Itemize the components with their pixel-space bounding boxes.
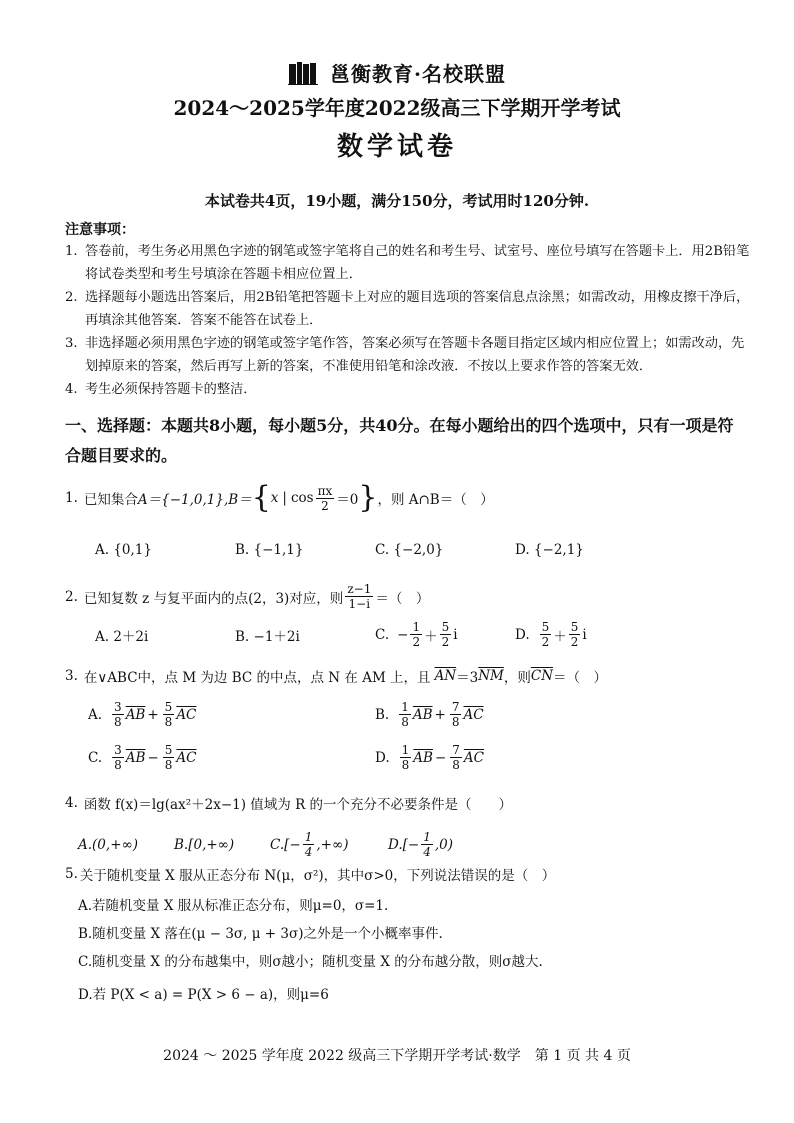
- option-a: A.若随机变量 X 服从标准正态分布，则μ=0，σ=1.: [78, 898, 389, 914]
- option-a: A.(0,+∞): [78, 836, 139, 853]
- options-row: [78, 830, 718, 859]
- option-b: B. {−1,1}: [235, 542, 304, 558]
- question-3: [65, 666, 607, 686]
- question-stem: 5. 关于随机变量 X 服从正态分布 N(μ，σ²)，其中σ>0，下列说法错误的是（ ）: [65, 866, 556, 884]
- brand-header: [0, 58, 794, 87]
- option-c: C. $\frac{3}{8}$ $\overline{AB}$ − $\frac{5}{8}$ $\overline{AC}$: [88, 743, 197, 772]
- option-b: B.随机变量 X 落在(μ − 3σ, μ + 3σ)之外是一个小概率事件.: [78, 926, 443, 942]
- fraction: $\frac{\pi x}{2}$: [317, 483, 333, 513]
- page-footer: 2024 ～ 2025 学年度 2022 级高三下学期开学考试·数学 第 1 页 共 4 页: [163, 1048, 631, 1064]
- option-d: D. {−2,1}: [515, 542, 584, 558]
- question-5: [65, 864, 555, 884]
- option-c: C. − $\frac{1}{2}$ ＋ $\frac{5}{2}$ i: [375, 620, 458, 649]
- question-stem: 3. 在∨ABC中，点 M 为边 BC 的中点，点 N 在 AM 上，且 $\overline{AN}$ ＝3 $\overline{NM}$ ，则 $\overline{CN}$ ＝（ ）: [65, 668, 608, 686]
- options-row: [88, 700, 728, 729]
- note-item: 1. 答卷前，考生务必用黑色字迹的钢笔或签字笔将自己的姓名和考生号、试室号、座位号填写在答题卡上．用2B铅笔将试卷类型和考生号填涂在答题卡相应位置上．: [65, 244, 750, 282]
- brand-name: 邕衡教育·名校联盟: [330, 62, 506, 86]
- note-item: 3. 非选择题必须用黑色字迹的钢笔或签字笔作答，答案必须写在答题卡各题目指定区域内相应位置上；如需改动，先划掉原来的答案，然后再写上新的答案，不准使用铅笔和涂改液．不按以上要求作答的答案无效．: [65, 336, 745, 374]
- question-2: [65, 582, 429, 611]
- book-logo-icon: [288, 61, 318, 85]
- options-row: [88, 743, 728, 772]
- option-d: D. $\frac{1}{8}$ $\overline{AB}$ − $\frac{7}{8}$ $\overline{AC}$: [375, 743, 484, 772]
- option-c: C.随机变量 X 的分布越集中，则σ越小；随机变量 X 的分布越分散，则σ越大.: [78, 954, 543, 970]
- option-c: C. {−2,0}: [375, 542, 444, 558]
- question-stem: 4. 函数 f(x)＝lg(ax²＋2x−1) 值域为 R 的一个充分不必要条件是（ ）: [65, 795, 513, 813]
- notes-title: 注意事项：: [65, 222, 135, 238]
- option-d: D.[− $\frac{1}{4}$ ,0): [388, 830, 454, 859]
- question-4: [65, 793, 512, 813]
- note-item: 4. 考生必须保持答题卡的整洁．: [65, 382, 257, 397]
- question-stem: 2. 已知复数 z 与复平面内的点(2，3)对应，则 $\frac{z-1}{1-i}$ ＝（ ）: [65, 582, 430, 611]
- exam-info: 本试卷共4页，19小题，满分150分，考试用时120分钟.: [204, 192, 590, 210]
- option-b: B. $\frac{1}{8}$ $\overline{AB}$ + $\frac{7}{8}$ $\overline{AC}$: [375, 700, 484, 729]
- options-row: [95, 620, 735, 649]
- fraction: $\frac{z-1}{1-i}$: [347, 582, 372, 611]
- note-item: 2. 选择题每小题选出答案后，用2B铅笔把答题卡上对应的题目选项的答案信息点涂黑；如需改动，用橡皮擦干净后，再填涂其他答案．答案不能答在试卷上．: [65, 290, 750, 328]
- notes-list: [65, 240, 755, 401]
- option-b: B. −1＋2i: [235, 628, 300, 645]
- option-a: A. $\frac{3}{8}$ $\overline{AB}$ + $\frac{5}{8}$ $\overline{AC}$: [88, 700, 197, 729]
- option-d: D. $\frac{5}{2}$ ＋ $\frac{5}{2}$ i: [515, 620, 587, 649]
- left-brace: {: [251, 480, 271, 515]
- set-bar: |: [282, 490, 287, 506]
- option-a: A. {0,1}: [95, 542, 152, 558]
- exam-title: 2024～2025学年度2022级高三下学期开学考试: [173, 96, 621, 120]
- subject-title: 数学试卷: [336, 132, 457, 162]
- right-brace: }: [358, 480, 378, 515]
- option-d: D.若 P(X < a) = P(X > 6 − a)，则μ=6: [78, 987, 329, 1003]
- option-a: A. 2＋2i: [95, 628, 149, 645]
- question-1: [65, 480, 494, 515]
- section-heading: 一、选择题：本题共8小题，每小题5分，共40分。在每小题给出的四个选项中，只有一项是符合题目要求的。: [65, 416, 734, 465]
- options-row: [95, 542, 735, 558]
- option-b: B.[0,+∞): [174, 836, 235, 853]
- question-stem: 1. 已知集合 A＝{−1,0,1},B＝ { x | cos $\frac{\pi x}{2}$ ＝0 } ，则 A∩B＝（ ）: [65, 480, 494, 515]
- option-c: C.[− $\frac{1}{4}$ ,+∞): [270, 830, 349, 859]
